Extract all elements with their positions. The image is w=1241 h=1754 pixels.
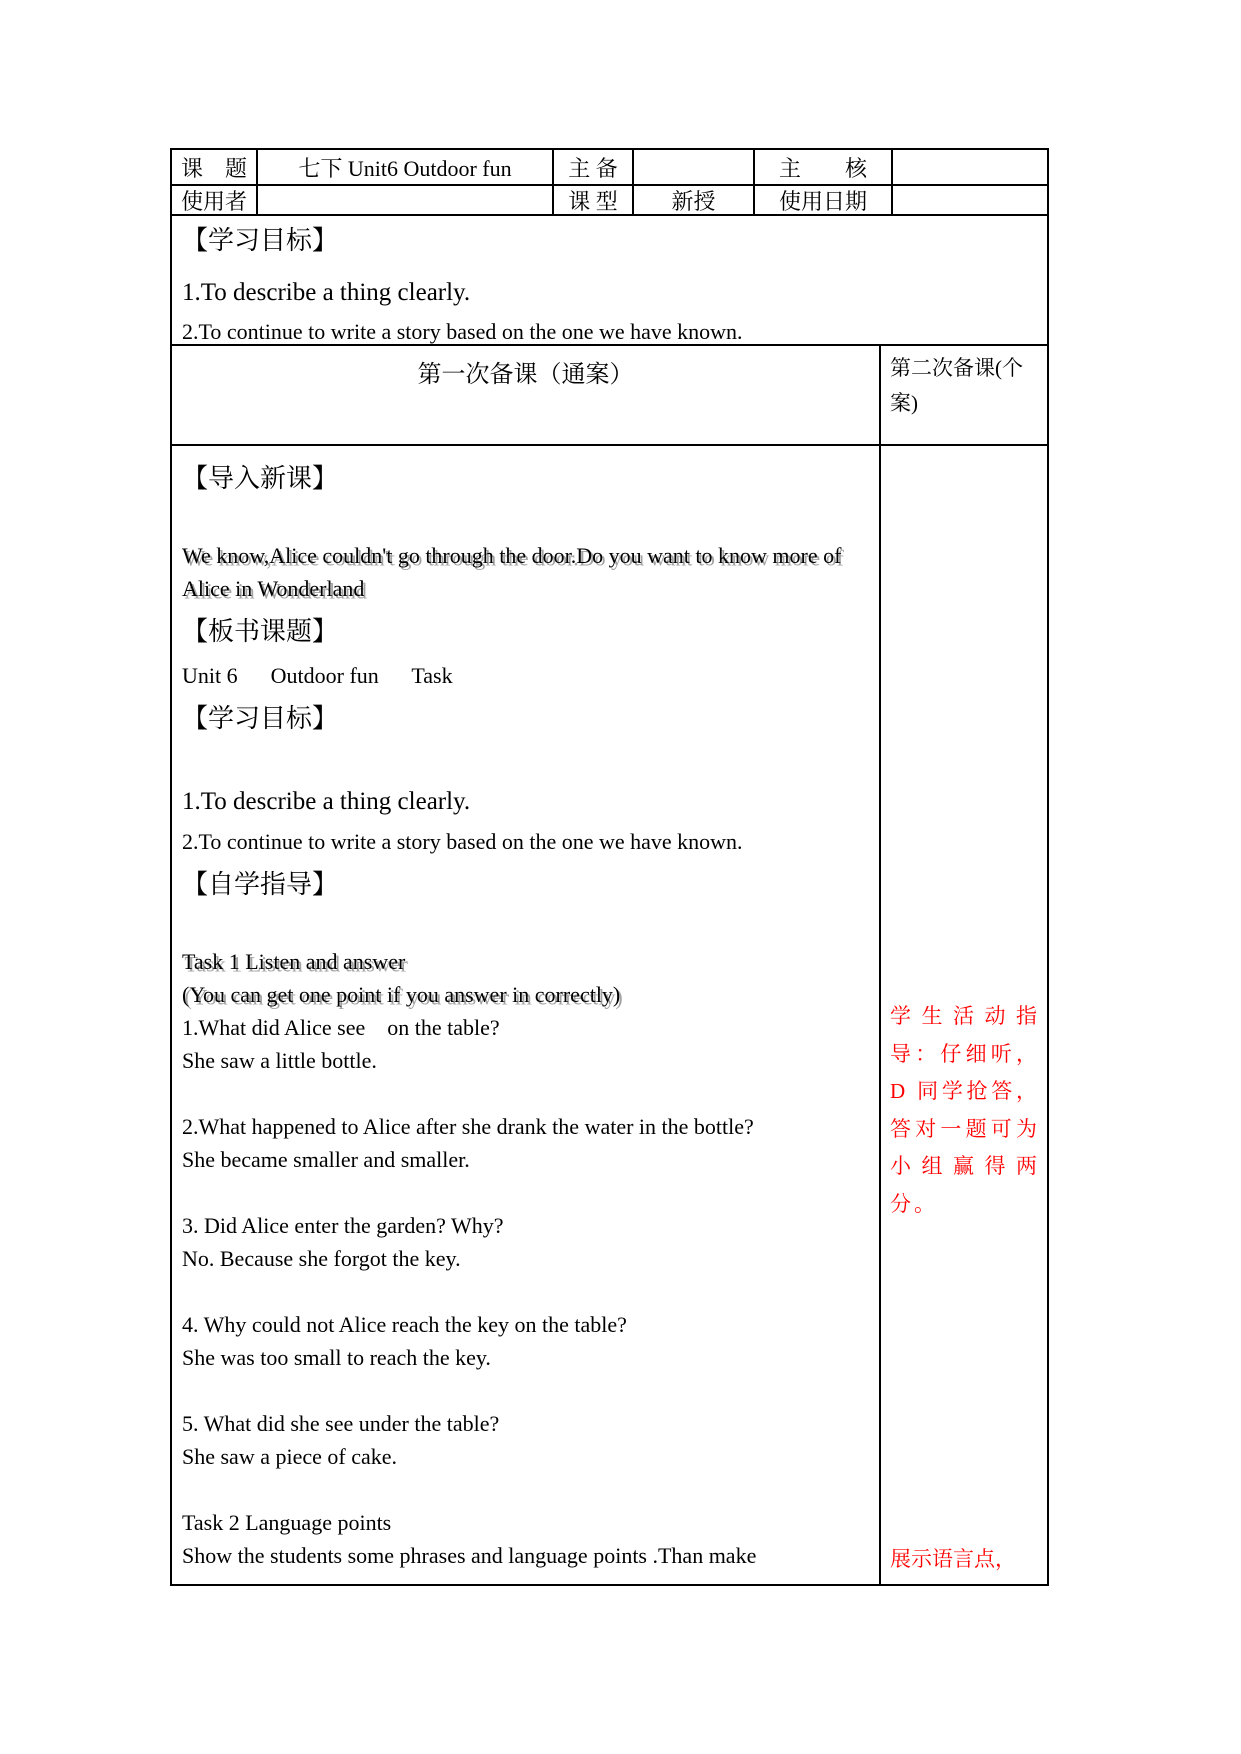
spacer xyxy=(182,1374,867,1407)
section-heading: 【自学指导】 xyxy=(182,870,339,899)
spacer xyxy=(182,1473,867,1506)
section-heading: 【导入新课】 xyxy=(182,464,339,493)
paragraph: Unit 6 Outdoor fun Task xyxy=(182,663,453,688)
learning-goals-cell xyxy=(172,216,1047,346)
paragraph: (You can get one point if you answer in correctly) xyxy=(182,982,621,1007)
paragraph: Task 2 Language points xyxy=(182,1510,392,1535)
reviewer-value-cell xyxy=(893,150,1047,186)
paragraph: 4. Why could not Alice reach the key on the table? xyxy=(182,1312,627,1337)
use-date-label-cell: 使用日期 xyxy=(755,186,893,216)
prep-header-row xyxy=(172,346,1047,446)
spacer xyxy=(182,506,867,539)
second-prep-header: 第二次备课(个案) xyxy=(890,356,1023,415)
learning-goal-2: 2.To continue to write a story based on the one we have known. xyxy=(182,319,743,344)
student-activity-note: 学生活动指导：仔细听，D 同学抢答，答对一题可为小组赢得两分。 xyxy=(890,1004,1040,1216)
paragraph: Task 1 Listen and answer xyxy=(182,949,406,974)
first-prep-header: 第一次备课（通案） xyxy=(172,346,881,444)
user-value-cell xyxy=(258,186,554,216)
use-date-value-cell xyxy=(893,186,1047,216)
paragraph: 1.To describe a thing clearly. xyxy=(182,788,471,815)
lesson-content-cell xyxy=(172,446,881,1584)
lesson-type-value-cell: 新授 xyxy=(634,186,755,216)
paragraph: She saw a piece of cake. xyxy=(182,1444,398,1469)
paragraph: No. Because she forgot the key. xyxy=(182,1246,461,1271)
section-heading: 【板书课题】 xyxy=(182,617,339,646)
spacer xyxy=(182,1077,867,1110)
lead-preparer-value-cell xyxy=(634,150,755,186)
subject-label-cell: 课 题 xyxy=(172,150,258,186)
paragraph: She became smaller and smaller. xyxy=(182,1147,470,1172)
spacer xyxy=(182,1176,867,1209)
language-points-note: 展示语言点， xyxy=(890,1547,1016,1571)
reviewer-label-cell: 主 核 xyxy=(755,150,893,186)
header-table xyxy=(172,150,1047,216)
second-prep-notes-cell xyxy=(881,446,1047,1584)
paragraph: 1.What did Alice see on the table? xyxy=(182,1015,500,1040)
spacer xyxy=(182,912,867,945)
spacer xyxy=(182,746,867,779)
user-label-cell: 使用者 xyxy=(172,186,258,216)
paragraph: She was too small to reach the key. xyxy=(182,1345,491,1370)
learning-goal-1: 1.To describe a thing clearly. xyxy=(182,279,471,306)
paragraph: We know,Alice couldn't go through the door.Do you want to know more of Alice in Wonderland xyxy=(182,543,846,601)
paragraph: Show the students some phrases and language points .Than make xyxy=(182,1543,757,1568)
spacer xyxy=(182,1275,867,1308)
paragraph: 3. Did Alice enter the garden? Why? xyxy=(182,1213,504,1238)
paragraph: She saw a little bottle. xyxy=(182,1048,377,1073)
main-content-row xyxy=(172,446,1047,1584)
paragraph: 2.To continue to write a story based on the one we have known. xyxy=(182,829,743,854)
lead-preparer-label-cell: 主 备 xyxy=(554,150,634,186)
section-heading: 【学习目标】 xyxy=(182,704,339,733)
paragraph: 5. What did she see under the table? xyxy=(182,1411,500,1436)
subject-value-cell: 七下 Unit6 Outdoor fun xyxy=(258,150,554,186)
lesson-type-label-cell: 课 型 xyxy=(554,186,634,216)
learning-goals-heading: 【学习目标】 xyxy=(182,226,339,255)
paragraph: 2.What happened to Alice after she drank the water in the bottle? xyxy=(182,1114,754,1139)
lesson-plan-table xyxy=(170,148,1049,1586)
